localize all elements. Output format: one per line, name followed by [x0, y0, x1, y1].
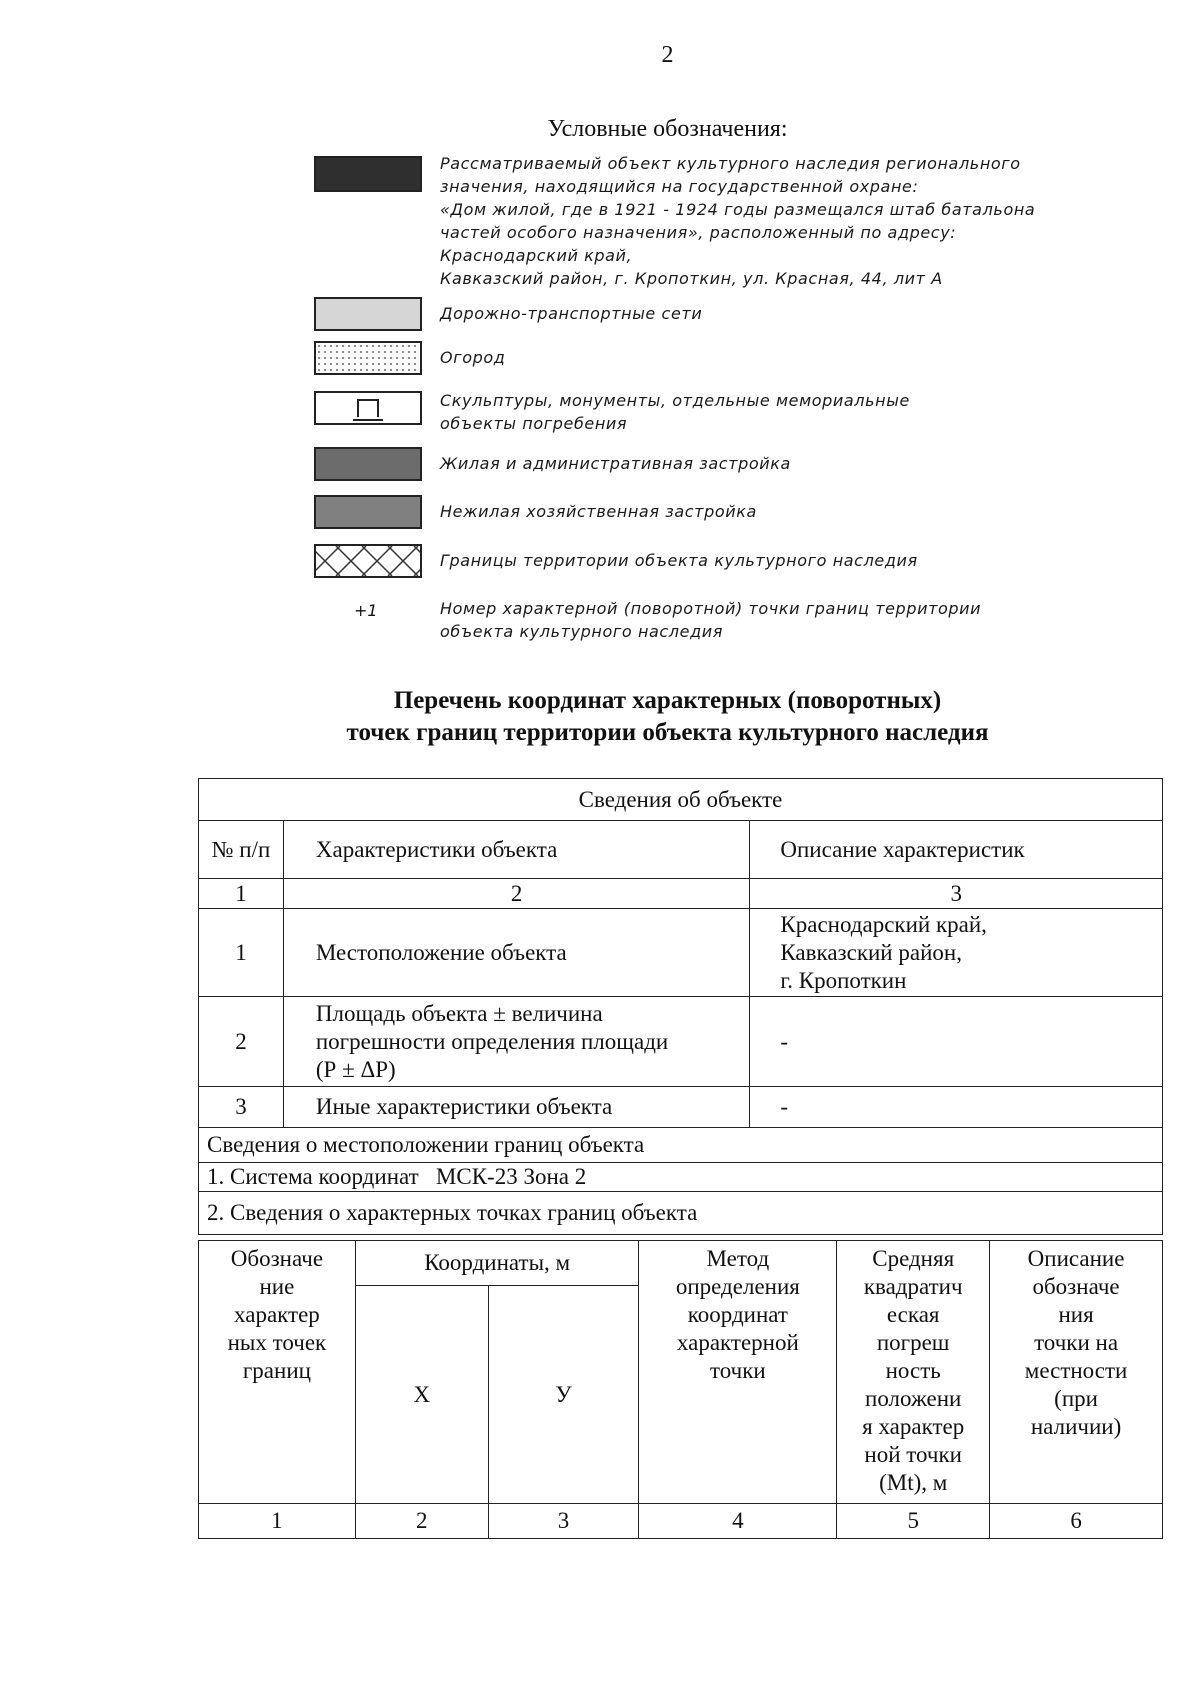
header-characteristic: Характеристики объекта	[283, 821, 750, 879]
object-table-title: Сведения об объекте	[199, 779, 1163, 821]
row-description: -	[750, 997, 1163, 1087]
row-num: 2	[199, 997, 284, 1087]
location-section-title: Сведения о местоположении границ объекта	[199, 1128, 1163, 1163]
legend-title: Условные обозначения:	[547, 116, 788, 142]
road-network-swatch	[314, 297, 422, 331]
points-table	[198, 1240, 1163, 1539]
row-characteristic: Иные характеристики объекта	[283, 1087, 750, 1128]
header-description: Описание обозначе ния точки на местности (при наличии)	[990, 1241, 1163, 1504]
table-row	[199, 1128, 1163, 1163]
table-row	[199, 779, 1163, 821]
header-num: № п/п	[199, 821, 284, 879]
garden-swatch	[314, 341, 422, 375]
header-x: X	[355, 1286, 488, 1504]
page-number: 2	[661, 42, 674, 68]
legend-text: Дорожно-транспортные сети	[440, 304, 703, 323]
table-row	[199, 879, 1163, 909]
row-characteristic: Местоположение объекта	[283, 909, 750, 997]
row-description: Краснодарский край, Кавказский район, г. Кропоткин	[750, 909, 1163, 997]
object-info-table	[198, 778, 1163, 1235]
table-row	[199, 1163, 1163, 1192]
table-row	[199, 997, 1163, 1087]
section-heading-line-2: точек границ территории объекта культурного наследия	[346, 719, 989, 746]
table-row	[199, 909, 1163, 997]
row-num: 3	[199, 1087, 284, 1128]
column-number: 3	[488, 1504, 639, 1539]
legend-text: Скульптуры, монументы, отдельные мемориальные объекты погребения	[440, 391, 910, 433]
row-description: -	[750, 1087, 1163, 1128]
column-number: 6	[990, 1504, 1163, 1539]
coordinate-system: 1. Система координат МСК-23 Зона 2	[199, 1163, 1163, 1192]
column-number: 3	[750, 879, 1163, 909]
legend-text: Границы территории объекта культурного наследия	[440, 551, 918, 570]
header-designation: Обозначе ние характер ных точек границ	[199, 1241, 356, 1504]
table-row	[199, 821, 1163, 879]
legend-text: Жилая и административная застройка	[440, 454, 791, 473]
column-number: 5	[837, 1504, 990, 1539]
header-y: У	[488, 1286, 639, 1504]
table-row	[199, 1192, 1163, 1235]
heritage-object-swatch	[314, 156, 422, 192]
point-marker-icon: +1	[354, 601, 378, 620]
row-characteristic: Площадь объекта ± величина погрешности определения площади (Р ± ΔР)	[283, 997, 750, 1087]
column-number: 4	[639, 1504, 837, 1539]
table-row	[199, 1087, 1163, 1128]
header-method: Метод определения координат характерной точки	[639, 1241, 837, 1504]
residential-building-swatch	[314, 447, 422, 481]
territory-boundary-swatch	[314, 544, 422, 578]
row-num: 1	[199, 909, 284, 997]
points-section-title: 2. Сведения о характерных точках границ объекта	[199, 1192, 1163, 1235]
column-number: 1	[199, 1504, 356, 1539]
header-accuracy: Средняя квадратич еская погреш ность положени я характер ной точки (Mt), м	[837, 1241, 990, 1504]
crosshatch-pattern	[316, 546, 420, 576]
header-coordinates: Координаты, м	[355, 1241, 639, 1286]
section-heading-line-1: Перечень координат характерных (поворотных)	[393, 687, 942, 714]
legend-text: Рассматриваемый объект культурного наследия регионального значения, находящийся на государственной охране: «Дом жилой, где в 1921 - 1924 годы размещался штаб батальона частей особого назначения», расположенный по адресу: Краснодарский край, Кавказский район, г. Кропоткин, ул. Красная, 44, лит А	[440, 154, 1036, 288]
column-number: 2	[283, 879, 750, 909]
column-number: 2	[355, 1504, 488, 1539]
column-number: 1	[199, 879, 284, 909]
table-row	[199, 1241, 1163, 1286]
legend-text: Номер характерной (поворотной) точки границ территории объекта культурного наследия	[440, 599, 982, 641]
header-description: Описание характеристик	[750, 821, 1163, 879]
legend-text: Нежилая хозяйственная застройка	[440, 502, 757, 521]
utility-building-swatch	[314, 495, 422, 529]
monument-icon	[314, 391, 422, 425]
legend-text: Огород	[440, 348, 506, 367]
table-row	[199, 1504, 1163, 1539]
